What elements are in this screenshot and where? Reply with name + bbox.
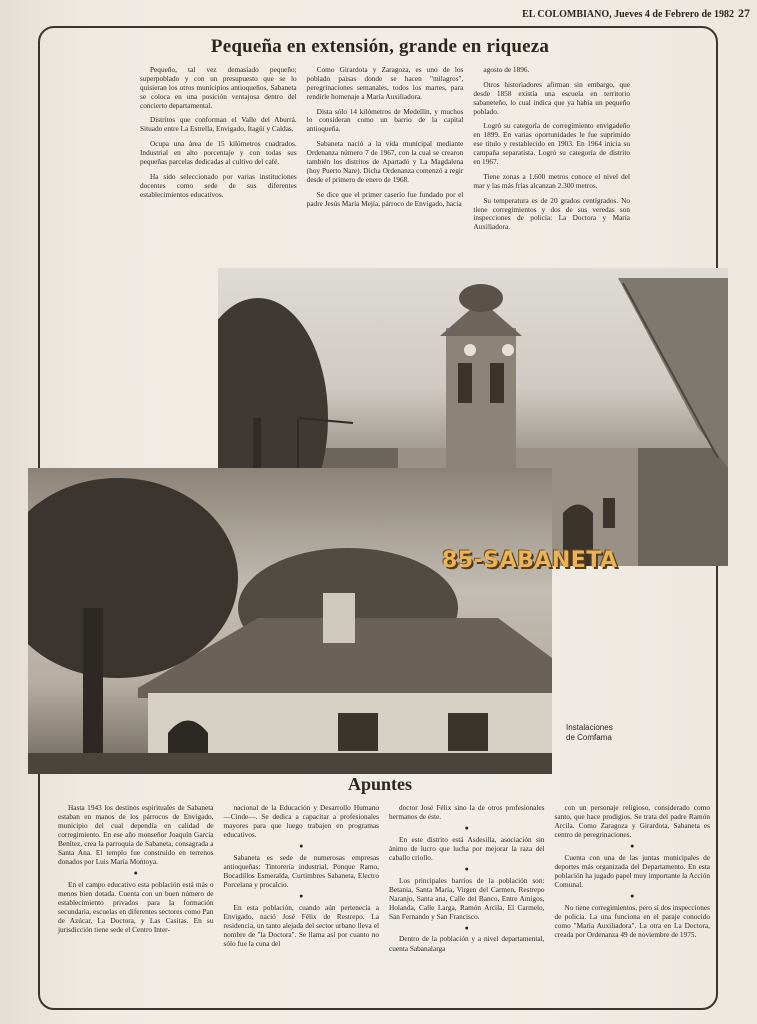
paragraph: doctor José Félix sino la de otros profesionales hermanos de éste. bbox=[389, 803, 545, 822]
paragraph: Sabaneta nació a la vida municipal mediante Ordenanza número 7 de 1967, con la cual se crearon también los distritos de Apartadó y La Magdalena (hoy Puerto Nare). Dicha Ordenanza comenzó a regir desde el primero de enero de 1968. bbox=[306, 139, 464, 184]
comfama-photo bbox=[28, 468, 552, 774]
column-1 bbox=[140, 66, 297, 238]
paragraph: Pequeño, tal vez demasiado pequeño; superpoblado y con un presupuesto que se lo quisieran los otros municipios antioqueños, Sabaneta se coloca en una posición ventajosa dentro del concierto departamental. bbox=[140, 65, 297, 110]
paragraph: Cuenta con una de las juntas municipales de deportes más organizada del Departamento. En esta población ha jugado papel muy importante la Acción Comunal. bbox=[554, 852, 710, 889]
bullet-separator: ● bbox=[299, 892, 304, 901]
paragraph: Ha sido seleccionado por varias instituciones docentes como sede de sus diferentes establecimientos educativos. bbox=[140, 171, 297, 199]
bullet-separator: ● bbox=[464, 824, 469, 833]
apuntes-column-2 bbox=[224, 803, 380, 958]
bullet-separator: ● bbox=[630, 892, 635, 901]
paragraph: Logró su categoría de corregimiento envigadeño en 1899. En varias oportunidades le fue suprimido ese título y restablecido en 1903. En 1964 inicia su campaña separatista. Logró su categoría de distrito en 1967. bbox=[473, 121, 631, 167]
paragraph: agosto de 1896. bbox=[483, 65, 530, 74]
paragraph: En este distrito está Asdesilla, asociación sin ánimo de lucro que lucha por mejorar la raza del caballo criollo. bbox=[389, 834, 545, 862]
apuntes-column-3 bbox=[389, 803, 545, 958]
section-heading: Apuntes bbox=[347, 774, 413, 794]
masthead-text: EL COLOMBIANO, Jueves 4 de Febrero de 1982 bbox=[522, 9, 734, 20]
column-2 bbox=[307, 66, 464, 238]
paragraph: Distritos que conforman el Valle del Aburrá. Situado entre La Estrella, Envigado, Itagüí y Caldas. bbox=[140, 115, 297, 134]
paragraph: Hasta 1943 los destinos espirituales de Sabaneta estaban en manos de los párrocos de Envigado, municipio del cual dependía en calidad de corregimiento. En ese año monseñor Joaquín García Benítez, crea la parroquia de Sabaneta, consagrada a Santa Ana. El templo fue construido en terrenos donados por Luis María Montoya. bbox=[58, 803, 214, 867]
paragraph: Dentro de la población y a nivel departamental, cuenta Sabanalarga bbox=[389, 934, 545, 953]
paragraph: con un personaje religioso, considerado como santo, que hace prodigios. Se trata del padre Ramón Arcila. Como Zaragoza y Girardota, Sabaneta es centro de peregrinaciones. bbox=[554, 803, 710, 840]
top-columns bbox=[140, 66, 630, 238]
paragraph: No tiene corregimientos, pero sí dos inspecciones de policía. La una funciona en el paraje conocido como "María Auxiliadora". La otra en La Doctora, creada por Ordenanza 49 de noviembre de 1975. bbox=[554, 902, 710, 939]
paragraph: Sabaneta es sede de numerosas empresas antioqueñas: Tintorería industrial, Ponque Ramo, Bocadillos Esmeralda, Curtimbres Sabaneta, Electro Porcelana y procalcio. bbox=[223, 852, 379, 889]
page-number: 27 bbox=[738, 6, 750, 20]
apuntes-column-4 bbox=[555, 803, 711, 958]
paragraph: En esta población, cuando aún pertenecía a Envigado, nació José Félix de Restrepo. La residencia, un tanto alejada del sector urbano lleva el nombre de "la Doctora". Se llama así por cuanto no sólo fue la cuna del bbox=[223, 902, 379, 948]
article-title: Pequeña en extensión, grande en riqueza bbox=[210, 36, 550, 57]
photo-caption bbox=[566, 723, 676, 744]
bullet-separator: ● bbox=[299, 842, 304, 851]
paragraph: Ocupa una área de 15 kilómetros cuadrados. Industrial en alto porcentaje y con todas sus pequeñas parcelas dedicadas al cultivo del café. bbox=[140, 139, 297, 167]
paragraph: Dista sólo 14 kilómetros de Medellín, y muchos lo consideran como un barrio de la capital antioqueña. bbox=[306, 106, 464, 134]
paragraph: nacional de la Educación y Desarrollo Humano —Cinde—. Se dedica a capacitar a profesionales mayores para que luego trabajen en programas educativos. bbox=[223, 803, 379, 840]
paragraph: Se dice que el primer caserío fue fundado por el padre Jesús María Mejía, párroco de Envigado, hacia bbox=[306, 189, 464, 208]
paragraph: Los principales barrios de la población son: Betania, Santa María, Virgen del Carmen, Restrepo Naranjo, Santa ana, Calle del Banco, Entre Amigos, Holanda, Calle Larga, Ramón Arcila, El Carmelo, San Fernando y San Francisco. bbox=[389, 875, 545, 921]
paragraph: En el campo educativo esta población está más o menos bien dotada. Cuenta con un buen número de establecimiento privados para la formación secundaria, escuelas en diferentes sectores como Pan de Azúcar, La Doctora, y Las Casitas. En su jurisdicción tiene sede el Centro Inter- bbox=[58, 880, 214, 935]
sabaneta-badge: 85-SABANETA bbox=[442, 548, 618, 573]
bullet-separator: ● bbox=[133, 869, 138, 878]
caption-line: Instalaciones bbox=[566, 723, 613, 732]
column-3 bbox=[473, 66, 630, 238]
apuntes-column-1 bbox=[58, 803, 214, 958]
paragraph: Otros historiadores afirman sin embargo, que desde 1858 existía una escuela en territorio sabaneteño, lo cual indica que ya había un pequeño poblado. bbox=[473, 79, 631, 116]
bullet-separator: ● bbox=[464, 864, 469, 873]
paragraph: Tiene zonas a 1.600 metros conoce el nivel del mar y las más frías alcanzan 2.300 metros. bbox=[473, 171, 631, 190]
bottom-columns bbox=[58, 803, 710, 958]
paragraph: Su temperatura es de 20 grados centígrados. No tiene corregimientos y dos de sus veredas son inspecciones de policía: La Doctora y María Auxiliadora. bbox=[473, 195, 631, 232]
bullet-separator: ● bbox=[630, 842, 635, 851]
bullet-separator: ● bbox=[464, 923, 469, 932]
masthead bbox=[480, 6, 750, 21]
building-illustration bbox=[28, 468, 552, 774]
caption-line: de Comfama bbox=[566, 733, 612, 743]
paragraph: Como Girardota y Zaragoza, es uno de los poblado paisas donde se hacen "milagros", peregrinaciones semanales, todos los martes, para rendirle homenaje a María Auxiliadora. bbox=[306, 65, 464, 101]
